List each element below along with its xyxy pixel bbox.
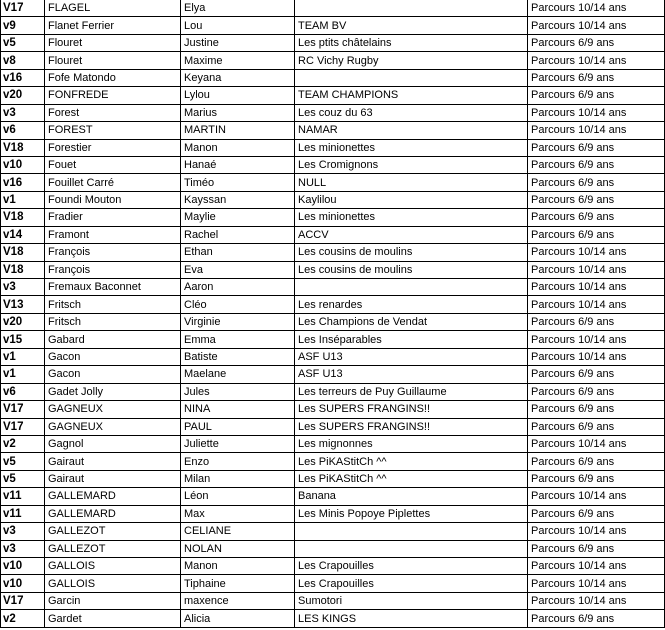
parcours-cell[interactable]: Parcours 6/9 ans [528, 453, 665, 470]
vague-cell[interactable]: V18 [1, 244, 45, 261]
equipe-cell[interactable]: Les cousins de moulins [295, 244, 528, 261]
prenom-cell[interactable]: Lou [181, 17, 295, 34]
nom-cell[interactable]: François [45, 244, 181, 261]
prenom-cell[interactable]: maxence [181, 592, 295, 609]
prenom-cell[interactable]: Justine [181, 34, 295, 51]
equipe-cell[interactable]: Les Champions de Vendat [295, 313, 528, 330]
equipe-cell[interactable] [295, 523, 528, 540]
parcours-cell[interactable]: Parcours 6/9 ans [528, 383, 665, 400]
table-row [1, 34, 665, 51]
vague-cell[interactable]: V17 [1, 0, 45, 17]
prenom-cell[interactable]: Eva [181, 261, 295, 278]
vague-cell[interactable]: v11 [1, 488, 45, 505]
nom-cell[interactable]: GALLEMARD [45, 488, 181, 505]
parcours-cell[interactable]: Parcours 10/14 ans [528, 592, 665, 609]
nom-cell[interactable]: GAGNEUX [45, 401, 181, 418]
prenom-cell[interactable]: Maylie [181, 209, 295, 226]
nom-cell[interactable]: Gagnol [45, 435, 181, 452]
table-row [1, 156, 665, 173]
parcours-cell[interactable]: Parcours 6/9 ans [528, 191, 665, 208]
table-row [1, 261, 665, 278]
prenom-cell[interactable]: Keyana [181, 69, 295, 86]
vague-cell[interactable]: v14 [1, 226, 45, 243]
parcours-cell[interactable]: Parcours 10/14 ans [528, 0, 665, 17]
table-row [1, 488, 665, 505]
prenom-cell[interactable]: Lylou [181, 87, 295, 104]
prenom-cell[interactable]: Léon [181, 488, 295, 505]
table-row [1, 366, 665, 383]
prenom-cell[interactable]: Enzo [181, 453, 295, 470]
vague-cell[interactable]: v10 [1, 575, 45, 592]
equipe-cell[interactable]: ASF U13 [295, 348, 528, 365]
vague-cell[interactable]: V17 [1, 592, 45, 609]
prenom-cell[interactable]: Manon [181, 139, 295, 156]
vague-cell[interactable]: v6 [1, 122, 45, 139]
vague-cell[interactable]: v5 [1, 34, 45, 51]
table-row [1, 0, 665, 17]
prenom-cell[interactable]: Maxime [181, 52, 295, 69]
nom-cell[interactable]: Gairaut [45, 453, 181, 470]
vague-cell[interactable]: v5 [1, 453, 45, 470]
parcours-cell[interactable]: Parcours 10/14 ans [528, 296, 665, 313]
prenom-cell[interactable]: MARTIN [181, 122, 295, 139]
prenom-cell[interactable]: Timéo [181, 174, 295, 191]
parcours-cell[interactable]: Parcours 6/9 ans [528, 540, 665, 557]
equipe-cell[interactable] [295, 279, 528, 296]
parcours-cell[interactable]: Parcours 6/9 ans [528, 156, 665, 173]
table-row [1, 470, 665, 487]
parcours-cell[interactable]: Parcours 6/9 ans [528, 610, 665, 627]
prenom-cell[interactable]: Milan [181, 470, 295, 487]
equipe-cell[interactable] [295, 0, 528, 17]
participants-table-body [1, 0, 665, 627]
prenom-cell[interactable]: Kayssan [181, 191, 295, 208]
parcours-cell[interactable]: Parcours 10/14 ans [528, 104, 665, 121]
table-row [1, 104, 665, 121]
parcours-cell[interactable]: Parcours 6/9 ans [528, 87, 665, 104]
table-row [1, 209, 665, 226]
vague-cell[interactable]: v20 [1, 313, 45, 330]
vague-cell[interactable]: V13 [1, 296, 45, 313]
prenom-cell[interactable]: Marius [181, 104, 295, 121]
nom-cell[interactable]: Forest [45, 104, 181, 121]
nom-cell[interactable]: Fradier [45, 209, 181, 226]
parcours-cell[interactable]: Parcours 10/14 ans [528, 17, 665, 34]
equipe-cell[interactable]: Les SUPERS FRANGINS!! [295, 418, 528, 435]
prenom-cell[interactable]: Cléo [181, 296, 295, 313]
nom-cell[interactable]: Forestier [45, 139, 181, 156]
prenom-cell[interactable]: Manon [181, 558, 295, 575]
prenom-cell[interactable]: Maelane [181, 366, 295, 383]
equipe-cell[interactable]: Les PiKAStitCh ^^ [295, 453, 528, 470]
nom-cell[interactable]: Gacon [45, 366, 181, 383]
table-row [1, 610, 665, 627]
equipe-cell[interactable]: ASF U13 [295, 366, 528, 383]
vague-cell[interactable]: v1 [1, 191, 45, 208]
table-row [1, 401, 665, 418]
nom-cell[interactable]: Gabard [45, 331, 181, 348]
equipe-cell[interactable]: ACCV [295, 226, 528, 243]
parcours-cell[interactable]: Parcours 10/14 ans [528, 523, 665, 540]
equipe-cell[interactable]: Les Inséparables [295, 331, 528, 348]
nom-cell[interactable]: Gadet Jolly [45, 383, 181, 400]
parcours-cell[interactable]: Parcours 6/9 ans [528, 69, 665, 86]
prenom-cell[interactable]: Tiphaine [181, 575, 295, 592]
vague-cell[interactable]: v11 [1, 505, 45, 522]
nom-cell[interactable]: François [45, 261, 181, 278]
vague-cell[interactable]: V17 [1, 401, 45, 418]
vague-cell[interactable]: v8 [1, 52, 45, 69]
table-row [1, 139, 665, 156]
nom-cell[interactable]: Fouet [45, 156, 181, 173]
table-row [1, 523, 665, 540]
nom-cell[interactable]: GALLOIS [45, 558, 181, 575]
vague-cell[interactable]: v5 [1, 470, 45, 487]
parcours-cell[interactable]: Parcours 6/9 ans [528, 174, 665, 191]
equipe-cell[interactable]: RC Vichy Rugby [295, 52, 528, 69]
nom-cell[interactable]: GALLEZOT [45, 523, 181, 540]
equipe-cell[interactable]: NAMAR [295, 122, 528, 139]
equipe-cell[interactable]: TEAM CHAMPIONS [295, 87, 528, 104]
table-row [1, 540, 665, 557]
equipe-cell[interactable]: NULL [295, 174, 528, 191]
equipe-cell[interactable]: Les couz du 63 [295, 104, 528, 121]
table-row [1, 122, 665, 139]
prenom-cell[interactable]: NOLAN [181, 540, 295, 557]
equipe-cell[interactable]: Les renardes [295, 296, 528, 313]
table-row [1, 435, 665, 452]
prenom-cell[interactable]: Batiste [181, 348, 295, 365]
table-row [1, 244, 665, 261]
table-row [1, 226, 665, 243]
nom-cell[interactable]: Fofe Matondo [45, 69, 181, 86]
table-row [1, 558, 665, 575]
vague-cell[interactable]: v10 [1, 156, 45, 173]
table-row [1, 296, 665, 313]
prenom-cell[interactable]: Rachel [181, 226, 295, 243]
prenom-cell[interactable]: PAUL [181, 418, 295, 435]
vague-cell[interactable]: v9 [1, 17, 45, 34]
parcours-cell[interactable]: Parcours 10/14 ans [528, 488, 665, 505]
prenom-cell[interactable]: Alicia [181, 610, 295, 627]
vague-cell[interactable]: v20 [1, 87, 45, 104]
vague-cell[interactable]: v6 [1, 383, 45, 400]
table-row [1, 174, 665, 191]
nom-cell[interactable]: Fritsch [45, 313, 181, 330]
parcours-cell[interactable]: Parcours 6/9 ans [528, 505, 665, 522]
parcours-cell[interactable]: Parcours 6/9 ans [528, 401, 665, 418]
vague-cell[interactable]: V17 [1, 418, 45, 435]
nom-cell[interactable]: Fritsch [45, 296, 181, 313]
nom-cell[interactable]: Foundi Mouton [45, 191, 181, 208]
vague-cell[interactable]: v10 [1, 558, 45, 575]
prenom-cell[interactable]: Hanaé [181, 156, 295, 173]
table-row [1, 383, 665, 400]
vague-cell[interactable]: v16 [1, 69, 45, 86]
parcours-cell[interactable]: Parcours 10/14 ans [528, 558, 665, 575]
nom-cell[interactable]: Garcin [45, 592, 181, 609]
parcours-cell[interactable]: Parcours 6/9 ans [528, 470, 665, 487]
table-row [1, 52, 665, 69]
equipe-cell[interactable]: Kaylilou [295, 191, 528, 208]
equipe-cell[interactable]: LES KINGS [295, 610, 528, 627]
prenom-cell[interactable]: Jules [181, 383, 295, 400]
vague-cell[interactable]: V18 [1, 139, 45, 156]
nom-cell[interactable]: Gairaut [45, 470, 181, 487]
equipe-cell[interactable]: Banana [295, 488, 528, 505]
nom-cell[interactable]: GALLEMARD [45, 505, 181, 522]
nom-cell[interactable]: GAGNEUX [45, 418, 181, 435]
parcours-cell[interactable]: Parcours 10/14 ans [528, 279, 665, 296]
vague-cell[interactable]: v3 [1, 523, 45, 540]
vague-cell[interactable]: V18 [1, 209, 45, 226]
table-row [1, 453, 665, 470]
nom-cell[interactable]: FOREST [45, 122, 181, 139]
parcours-cell[interactable]: Parcours 6/9 ans [528, 366, 665, 383]
parcours-cell[interactable]: Parcours 10/14 ans [528, 331, 665, 348]
prenom-cell[interactable]: NINA [181, 401, 295, 418]
vague-cell[interactable]: v2 [1, 610, 45, 627]
table-row [1, 279, 665, 296]
parcours-cell[interactable]: Parcours 10/14 ans [528, 261, 665, 278]
table-row [1, 69, 665, 86]
parcours-cell[interactable]: Parcours 10/14 ans [528, 52, 665, 69]
nom-cell[interactable]: Fremaux Baconnet [45, 279, 181, 296]
equipe-cell[interactable]: Les minionettes [295, 139, 528, 156]
prenom-cell[interactable]: Max [181, 505, 295, 522]
vague-cell[interactable]: v1 [1, 348, 45, 365]
table-row [1, 87, 665, 104]
equipe-cell[interactable]: Les SUPERS FRANGINS!! [295, 401, 528, 418]
prenom-cell[interactable]: Aaron [181, 279, 295, 296]
equipe-cell[interactable] [295, 69, 528, 86]
equipe-cell[interactable]: Les minionettes [295, 209, 528, 226]
vague-cell[interactable]: v3 [1, 279, 45, 296]
equipe-cell[interactable]: Les Crapouilles [295, 558, 528, 575]
table-row [1, 331, 665, 348]
parcours-cell[interactable]: Parcours 10/14 ans [528, 575, 665, 592]
parcours-cell[interactable]: Parcours 6/9 ans [528, 313, 665, 330]
table-row [1, 592, 665, 609]
parcours-cell[interactable]: Parcours 10/14 ans [528, 435, 665, 452]
equipe-cell[interactable]: Les ptits châtelains [295, 34, 528, 51]
nom-cell[interactable]: GALLOIS [45, 575, 181, 592]
parcours-cell[interactable]: Parcours 6/9 ans [528, 139, 665, 156]
parcours-cell[interactable]: Parcours 10/14 ans [528, 244, 665, 261]
equipe-cell[interactable]: TEAM BV [295, 17, 528, 34]
nom-cell[interactable]: Gacon [45, 348, 181, 365]
equipe-cell[interactable]: Les Crapouilles [295, 575, 528, 592]
equipe-cell[interactable]: Les Cromignons [295, 156, 528, 173]
equipe-cell[interactable]: Les cousins de moulins [295, 261, 528, 278]
nom-cell[interactable]: Flouret [45, 52, 181, 69]
equipe-cell[interactable]: Les PiKAStitCh ^^ [295, 470, 528, 487]
nom-cell[interactable]: FONFREDE [45, 87, 181, 104]
table-row [1, 348, 665, 365]
vague-cell[interactable]: v16 [1, 174, 45, 191]
parcours-cell[interactable]: Parcours 6/9 ans [528, 34, 665, 51]
vague-cell[interactable]: v15 [1, 331, 45, 348]
equipe-cell[interactable]: Les Minis Popoye Piplettes [295, 505, 528, 522]
table-row [1, 191, 665, 208]
nom-cell[interactable]: Flouret [45, 34, 181, 51]
equipe-cell[interactable]: Les mignonnes [295, 435, 528, 452]
vague-cell[interactable]: V18 [1, 261, 45, 278]
prenom-cell[interactable]: CELIANE [181, 523, 295, 540]
table-row [1, 575, 665, 592]
nom-cell[interactable]: Flanet Ferrier [45, 17, 181, 34]
prenom-cell[interactable]: Elya [181, 0, 295, 17]
vague-cell[interactable]: v1 [1, 366, 45, 383]
parcours-cell[interactable]: Parcours 6/9 ans [528, 418, 665, 435]
vague-cell[interactable]: v2 [1, 435, 45, 452]
nom-cell[interactable]: GALLEZOT [45, 540, 181, 557]
table-row [1, 418, 665, 435]
nom-cell[interactable]: Gardet [45, 610, 181, 627]
table-row [1, 17, 665, 34]
table-row [1, 505, 665, 522]
nom-cell[interactable]: FLAGEL [45, 0, 181, 17]
table-row [1, 313, 665, 330]
equipe-cell[interactable] [295, 540, 528, 557]
parcours-cell[interactable]: Parcours 6/9 ans [528, 226, 665, 243]
parcours-cell[interactable]: Parcours 6/9 ans [528, 209, 665, 226]
prenom-cell[interactable]: Virginie [181, 313, 295, 330]
nom-cell[interactable]: Fouillet Carré [45, 174, 181, 191]
vague-cell[interactable]: v3 [1, 104, 45, 121]
prenom-cell[interactable]: Juliette [181, 435, 295, 452]
prenom-cell[interactable]: Ethan [181, 244, 295, 261]
equipe-cell[interactable]: Sumotori [295, 592, 528, 609]
parcours-cell[interactable]: Parcours 10/14 ans [528, 348, 665, 365]
nom-cell[interactable]: Framont [45, 226, 181, 243]
prenom-cell[interactable]: Emma [181, 331, 295, 348]
equipe-cell[interactable]: Les terreurs de Puy Guillaume [295, 383, 528, 400]
parcours-cell[interactable]: Parcours 10/14 ans [528, 122, 665, 139]
vague-cell[interactable]: v3 [1, 540, 45, 557]
